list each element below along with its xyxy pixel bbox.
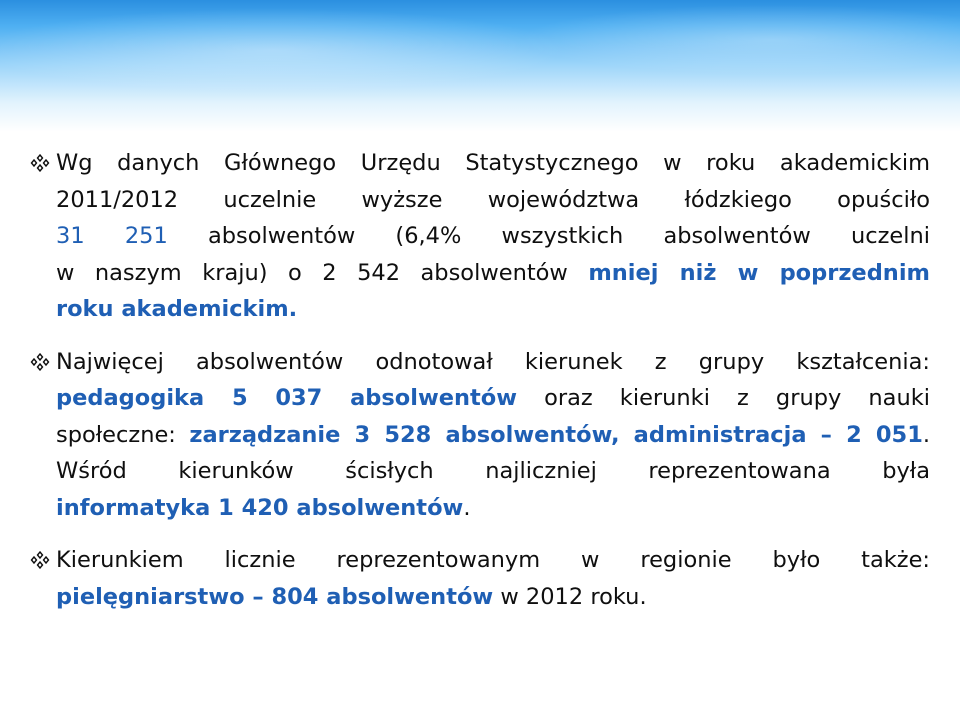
header-gradient-banner [0, 0, 960, 132]
paragraph-1 [30, 145, 930, 328]
highlighted-text-segment: informatyka 1 420 absolwentów [56, 494, 464, 521]
slide-content [30, 145, 930, 615]
text-segment: w 2012 roku. [493, 583, 647, 610]
highlighted-text-segment: 31 251 [56, 223, 168, 249]
text-line [56, 255, 930, 292]
highlighted-text-segment: roku akademickim. [56, 296, 298, 322]
text-line [56, 490, 930, 527]
paragraph-2 [30, 344, 930, 527]
text-segment: Wśród kierunków ścisłych najliczniej reprezentowana była [56, 458, 930, 484]
paragraph-3 [30, 542, 930, 615]
diamond-quad-bullet-icon [30, 344, 54, 380]
text-segment: Najwięcej absolwentów odnotował kierunek z grupy kształcenia: [56, 348, 930, 375]
text-line [56, 380, 930, 417]
text-segment: Wg danych Głównego Urzędu Statystycznego w roku akademickim [56, 150, 930, 176]
text-line [56, 344, 930, 381]
text-line [56, 145, 930, 182]
text-line [56, 542, 930, 579]
text-line [56, 291, 930, 328]
text-segment: oraz kierunki z grupy nauki [517, 385, 930, 411]
banner-light-streak [0, 0, 960, 132]
text-segment: Kierunkiem licznie reprezentowanym w regionie było także: [56, 547, 930, 573]
text-segment: absolwentów (6,4% wszystkich absolwentów uczelni [167, 223, 930, 249]
paragraph-lines [56, 145, 930, 328]
highlighted-text-segment: pielęgniarstwo – 804 absolwentów [56, 583, 494, 610]
text-line [56, 218, 930, 255]
text-segment: społeczne: [56, 421, 190, 448]
diamond-quad-bullet-icon [30, 542, 54, 578]
highlighted-text-segment: zarządzanie 3 528 absolwentów, administracja – 2 051 [189, 421, 923, 448]
text-segment: w naszym kraju) o 2 542 absolwentów [56, 259, 589, 286]
paragraph-lines [56, 344, 930, 527]
text-segment: 2011/2012 uczelnie wyższe województwa łódzkiego opuściło [56, 186, 930, 213]
text-line [56, 579, 930, 616]
text-line [56, 182, 930, 219]
highlighted-text-segment: pedagogika 5 037 absolwentów [56, 385, 518, 411]
text-segment: . [922, 421, 931, 448]
text-line [56, 453, 930, 490]
text-line [56, 417, 930, 454]
paragraph-lines [56, 542, 930, 615]
highlighted-text-segment: mniej niż w poprzednim [588, 259, 930, 286]
text-segment: . [463, 494, 471, 521]
diamond-quad-bullet-icon [30, 145, 54, 181]
